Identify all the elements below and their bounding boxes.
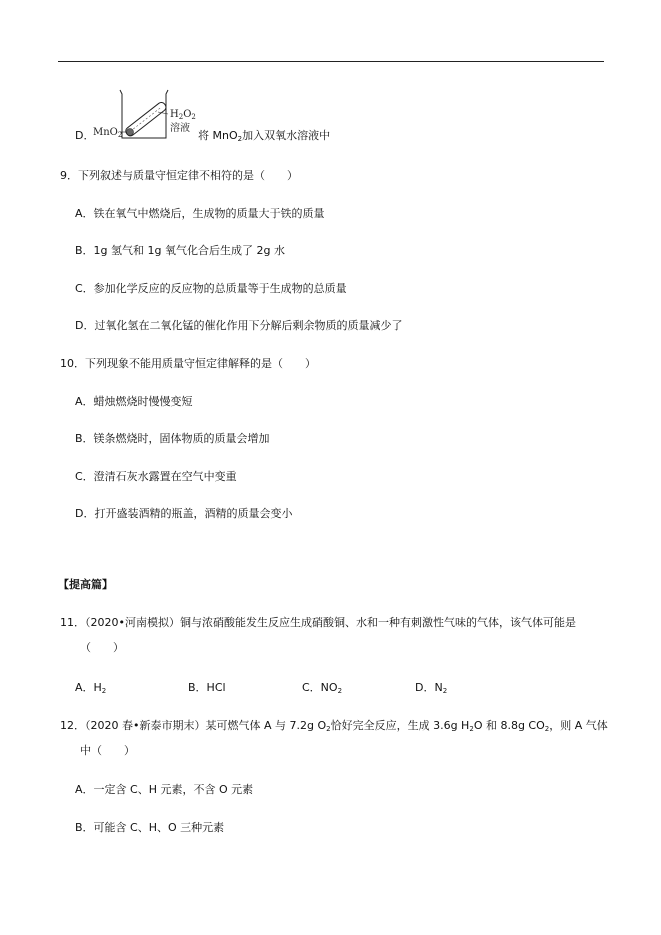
q12-stem: 12．（2020 春•新泰市期末）某可燃气体 A 与 7.2g $O_2$恰好完全反应，生成 3.6g $H_2O$ 和 8.8g $CO_2$，则 A 气体 — [60, 719, 608, 733]
q11-option-d: D．$N_2$ — [415, 681, 448, 695]
q11-option-b: B．HCl — [188, 681, 226, 694]
figure-label-solution: 溶液 — [170, 123, 190, 134]
q11-stem-cont: （ ） — [80, 641, 124, 654]
section-heading: 【提高篇】 — [58, 578, 113, 591]
q9-option-d: D．过氧化氢在二氧化锰的催化作用下分解后剩余物质的质量减少了 — [75, 319, 403, 332]
q9-option-c: C．参加化学反应的反应物的总质量等于生成物的总质量 — [75, 282, 347, 295]
q12-option-b: B．可能含 C、H、O 三种元素 — [75, 821, 225, 834]
figure-label-h2o2: $H_2O_2$ — [170, 109, 196, 121]
q12-stem-cont: 中（ ） — [80, 744, 135, 757]
q10-option-a: A．蜡烛燃烧时慢慢变短 — [75, 395, 193, 408]
option-d-label: D． — [75, 129, 95, 142]
q11-stem: 11．（2020•河南模拟）铜与浓硝酸能发生反应生成硝酸铜、水和一种有刺激性气味的气体，该气体可能是 — [60, 616, 576, 629]
q10-option-c: C．澄清石灰水露置在空气中变重 — [75, 470, 237, 483]
q9-stem: 9．下列叙述与质量守恒定律不相符的是（ ） — [60, 169, 298, 182]
header-rule — [58, 61, 604, 62]
q10-stem: 10．下列现象不能用质量守恒定律解释的是（ ） — [60, 357, 316, 370]
q11-option-a: A．$H_2$ — [75, 681, 107, 695]
q10-option-d: D．打开盛装酒精的瓶盖，酒精的质量会变小 — [75, 507, 293, 520]
beaker-figure — [92, 84, 202, 144]
q12-option-a: A．一定含 C、H 元素，不含 O 元素 — [75, 783, 254, 796]
q9-option-a: A．铁在氧气中燃烧后，生成物的质量大于铁的质量 — [75, 207, 325, 220]
q10-option-b: B．镁条燃烧时，固体物质的质量会增加 — [75, 432, 270, 445]
q9-option-b: B．1g 氢气和 1g 氧气化合后生成了 2g 水 — [75, 244, 285, 257]
figure-label-mno2: MnO$_2$ — [93, 127, 123, 139]
option-d-text: 将 MnO$_2$加入双氧水溶液中 — [198, 129, 331, 143]
q11-option-c: C．$NO_2$ — [302, 681, 343, 695]
